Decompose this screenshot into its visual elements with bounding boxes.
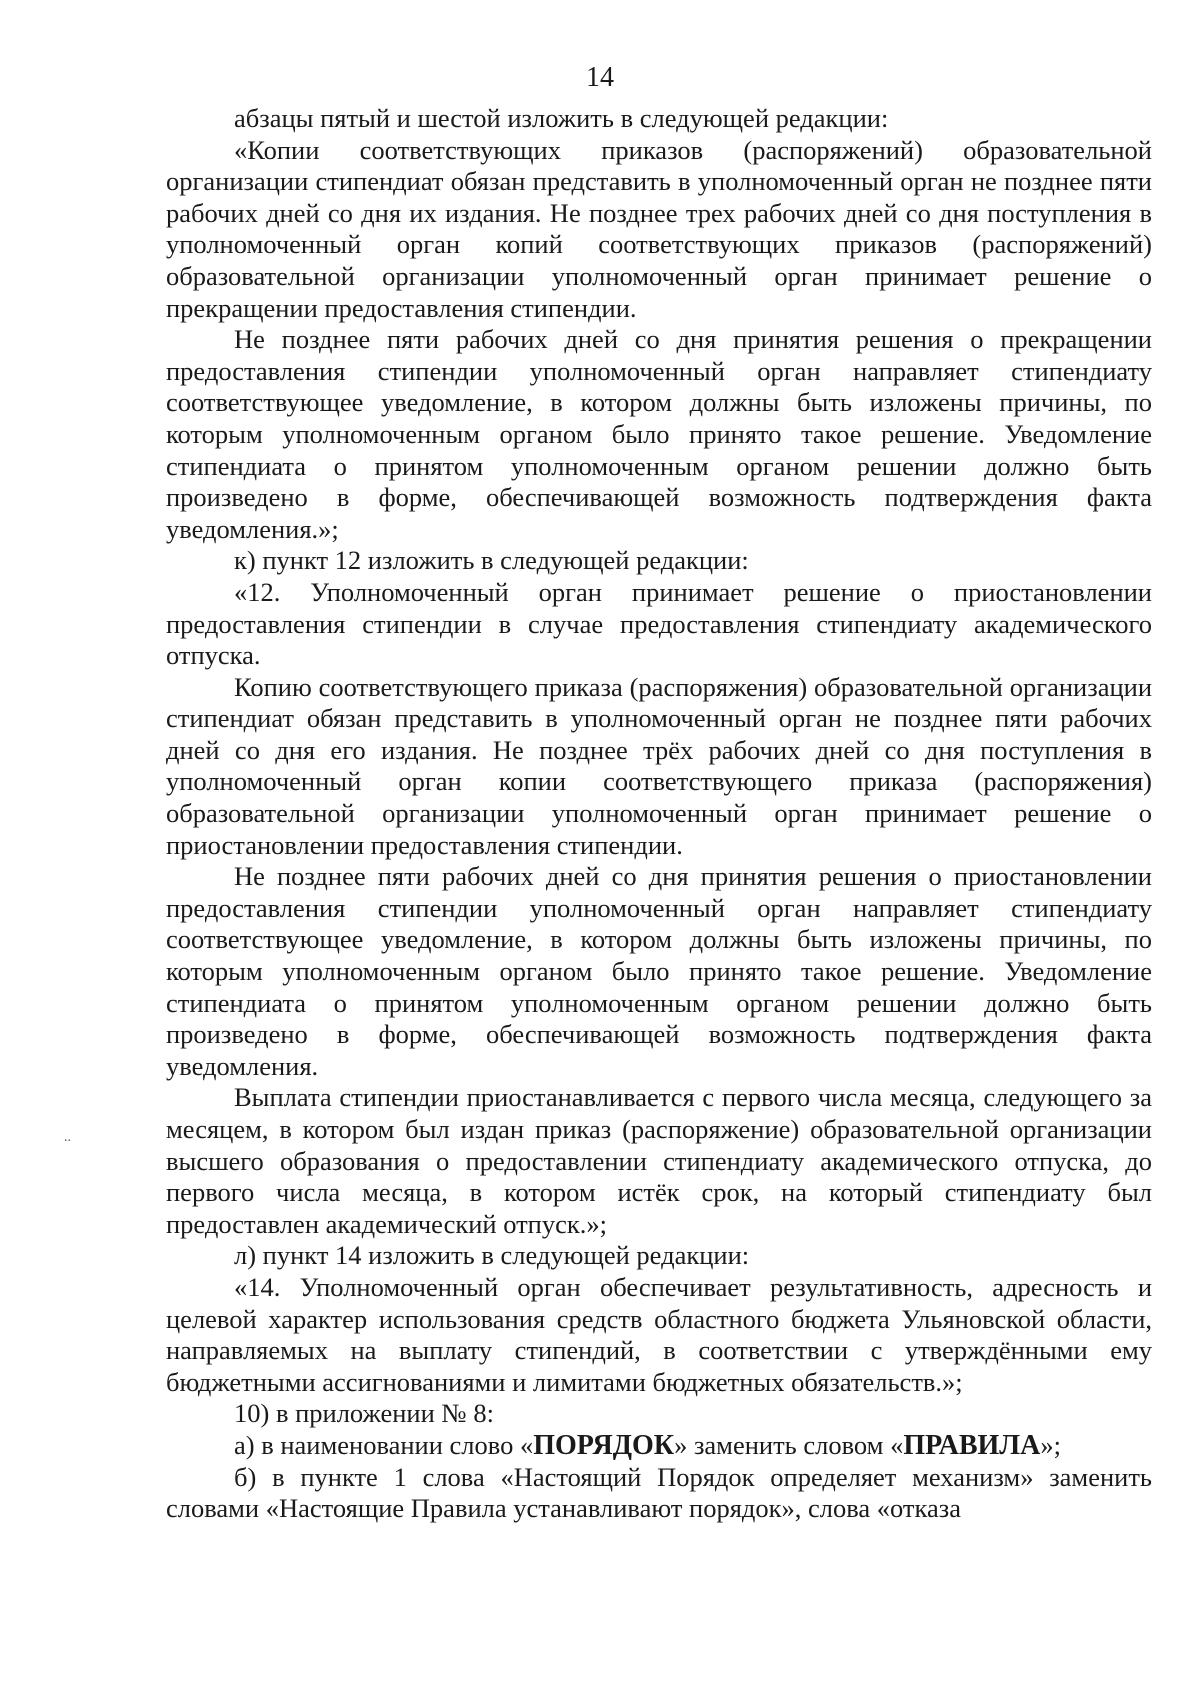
bold-word-poryadok: ПОРЯДОК [533, 1429, 675, 1461]
paragraph-intro: абзацы пятый и шестой изложить в следующей редакции: [234, 103, 889, 133]
paragraph-appendix-8: 10) в приложении № 8: [234, 1398, 494, 1429]
paragraph-point-12: «12. Уполномоченный орган принимает решение о приостановлении предоставления стипендии в случае предоставления стипендиату академического отпуска. [166, 576, 1152, 671]
page-number: 14 [586, 62, 614, 93]
scan-artifact-mark: .. [64, 1130, 71, 1145]
document-body [166, 103, 1152, 1525]
paragraph-copies-orders: «Копии соответствующих приказов (распоряжений) образовательной организации стипендиат обязан представить в уполномоченный орган не позднее пяти рабочих дней со дня их издания. Не позднее трех рабочих дней со дня поступления в уполномоченный орган копий соответствующих приказов (распоряжений) образовательной организации уполномоченный орган принимает решение о прекращении предоставления стипендии. [166, 134, 1152, 323]
paragraph-suspension-notice: Не позднее пяти рабочих дней со дня принятия решения о приостановлении предоставления стипендии уполномоченный орган направляет стипендиату соответствующее уведомление, в котором должны быть изложены причины, по которым уполномоченным органом было принято такое решение. Уведомление стипендиата о принятом уполномоченным органом решении должно быть произведено в форме, обеспечивающей возможность подтверждения факта уведомления. [166, 861, 1152, 1081]
paragraph-termination-notice: Не позднее пяти рабочих дней со дня принятия решения о прекращении предоставления стипендии уполномоченный орган направляет стипендиату соответствующее уведомление, в котором должны быть изложены причины, по которым уполномоченным органом было принято такое решение. Уведомление стипендиата о принятом уполномоченным органом решении должно быть произведено в форме, обеспечивающей возможность подтверждения факта уведомления.»; [166, 324, 1152, 544]
paragraph-copy-order: Копию соответствующего приказа (распоряжения) образовательной организации стипендиат обязан представить в уполномоченный орган не позднее пяти рабочих дней со дня его издания. Не позднее трёх рабочих дней со дня поступления в уполномоченный орган копии соответствующего приказа (распоряжения) образовательной организации уполномоченный орган принимает решение о приостановлении предоставления стипендии. [166, 671, 1152, 860]
bold-word-pravila: ПРАВИЛА [903, 1429, 1041, 1461]
paragraph-item-k: к) пункт 12 изложить в следующей редакции: [234, 545, 749, 576]
paragraph-payment-suspension: Выплата стипендии приостанавливается с первого числа месяца, следующего за месяцем, в котором был издан приказ (распоряжение) образовательной организации высшего образования о предоставлении стипендиату академического отпуска, до первого числа месяца, в котором истёк срок, на который стипендиату был предоставлен академический отпуск.»; [166, 1082, 1152, 1239]
paragraph-item-b: б) в пункте 1 слова «Настоящий Порядок определяет механизм» заменить словами «Настоящие Правила устанавливают порядок», слова «отказа [166, 1461, 1152, 1524]
paragraph-item-l: л) пункт 14 изложить в следующей редакции: [234, 1240, 750, 1271]
paragraph-point-14: «14. Уполномоченный орган обеспечивает результативность, адресность и целевой характер использования средств областного бюджета Ульяновской области, направляемых на выплату стипендий, в соответствии с утверждёнными ему бюджетными ассигнованиями и лимитами бюджетных обязательств.»; [166, 1271, 1152, 1397]
paragraph-item-a: а) в наименовании слово «ПОРЯДОК» заменить словом «ПРАВИЛА»; [234, 1429, 1062, 1461]
